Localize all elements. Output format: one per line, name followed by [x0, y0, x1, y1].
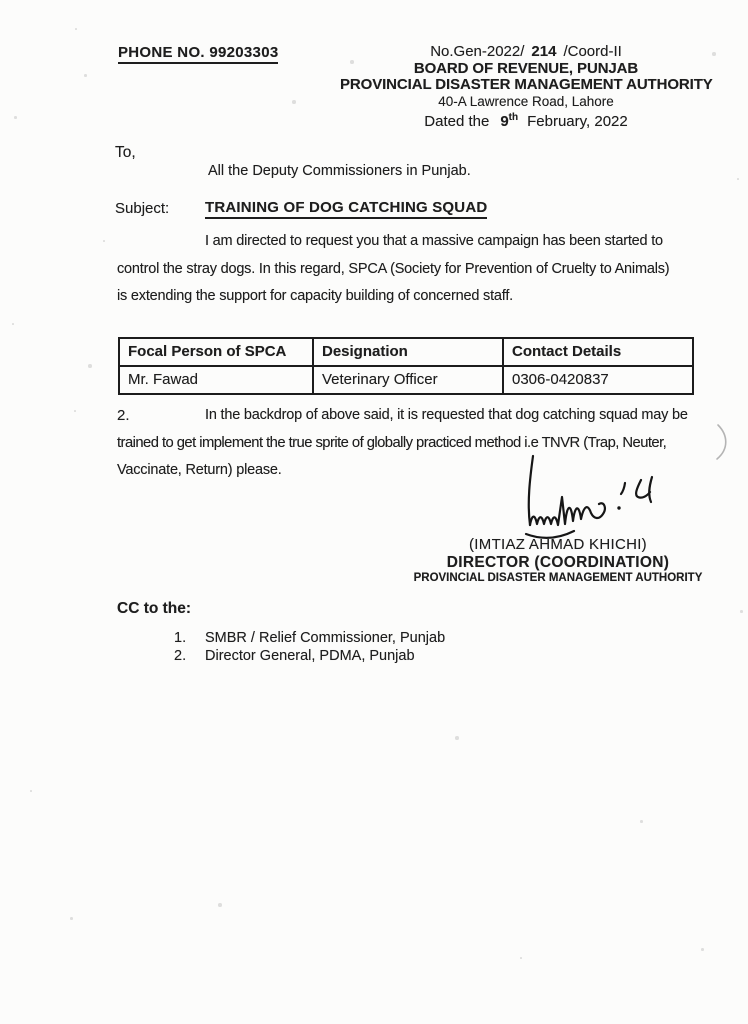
paragraph-line: In the backdrop of above said, it is requested that dog catching squad may be: [205, 407, 688, 423]
cc-label: CC to the:: [117, 600, 192, 617]
scan-speck: [103, 240, 105, 242]
phone-number: PHONE NO. 99203303: [118, 44, 278, 64]
scan-speck: [520, 957, 522, 959]
reference-number: 214: [531, 43, 557, 60]
paragraph-number: 2.: [117, 407, 130, 424]
scan-speck: [84, 74, 87, 77]
org-name-pdma: PROVINCIAL DISASTER MANAGEMENT AUTHORITY: [340, 76, 713, 94]
cell-contact: 0306-0420837: [503, 366, 693, 394]
letterhead: [340, 44, 712, 131]
scan-speck: [455, 736, 459, 740]
cc-item-text: SMBR / Relief Commissioner, Punjab: [205, 630, 446, 646]
scan-speck: [74, 410, 76, 412]
col-header-focal-person: Focal Person of SPCA: [119, 338, 313, 366]
cc-item: [174, 630, 445, 648]
date-rest: February, 2022: [527, 113, 628, 131]
signatory-organization: PROVINCIAL DISASTER MANAGEMENT AUTHORITY: [413, 571, 703, 584]
signatory-name: (IMTIAZ AHMAD KHICHI): [469, 536, 647, 553]
scan-speck: [737, 178, 739, 180]
cc-item-number: 1.: [174, 630, 187, 646]
org-name-board: BOARD OF REVENUE, PUNJAB: [413, 59, 639, 77]
scan-speck: [12, 323, 14, 325]
date-line: [340, 110, 712, 131]
recipient-line: All the Deputy Commissioners in Punjab.: [208, 163, 471, 179]
reference-number-line: [340, 44, 712, 61]
cell-focal-person: Mr. Fawad: [119, 366, 313, 394]
paragraph-line: Vaccinate, Return) please.: [117, 462, 282, 478]
scan-speck: [14, 116, 17, 119]
paragraph-line: control the stray dogs. In this regard, SPCA (Society for Prevention of Cruelty to Animals): [117, 260, 670, 277]
paragraph-1: [117, 233, 737, 316]
signature-scribble: [466, 448, 666, 540]
scan-artifact-curve: [710, 420, 740, 464]
scan-speck: [640, 820, 643, 823]
scan-speck: [293, 438, 296, 441]
subject-label: Subject:: [115, 200, 170, 217]
date-prefix: Dated the: [424, 113, 490, 131]
paragraph-line: is extending the support for capacity building of concerned staff.: [117, 288, 514, 304]
scan-speck: [740, 610, 743, 613]
cc-item-text: Director General, PDMA, Punjab: [205, 647, 415, 664]
scan-speck: [292, 100, 296, 104]
scan-speck: [218, 903, 222, 907]
col-header-contact: Contact Details: [503, 338, 693, 366]
scan-speck: [701, 948, 704, 951]
date-ordinal: th: [508, 112, 519, 124]
signatory-title: DIRECTOR (COORDINATION): [446, 553, 670, 571]
scan-speck: [70, 917, 73, 920]
cc-list: [174, 630, 445, 665]
scan-speck: [30, 790, 32, 792]
scan-speck: [350, 60, 354, 64]
subject-title: TRAINING OF DOG CATCHING SQUAD: [205, 199, 487, 219]
scan-speck: [712, 52, 716, 56]
date-day: 9: [500, 113, 509, 131]
table-row: [119, 366, 693, 394]
to-label: To,: [115, 144, 136, 161]
cell-designation: Veterinary Officer: [313, 366, 503, 394]
ref-suffix: /Coord-II: [563, 43, 622, 60]
scan-speck: [75, 28, 77, 30]
paragraph-line: I am directed to request you that a massive campaign has been started to: [205, 233, 663, 249]
signature-block: [400, 537, 716, 585]
scan-speck: [88, 364, 92, 368]
org-address: 40-A Lawrence Road, Lahore: [438, 93, 614, 109]
ref-prefix: No.Gen-2022/: [430, 43, 525, 60]
col-header-designation: Designation: [313, 338, 503, 366]
paragraph-line: trained to get implement the true sprite of globally practiced method i.e TNVR (Trap, Neuter,: [117, 434, 667, 451]
cc-item: [174, 648, 445, 666]
spca-contact-table: [118, 337, 694, 395]
table-header-row: [119, 338, 693, 366]
cc-item-number: 2.: [174, 647, 187, 664]
